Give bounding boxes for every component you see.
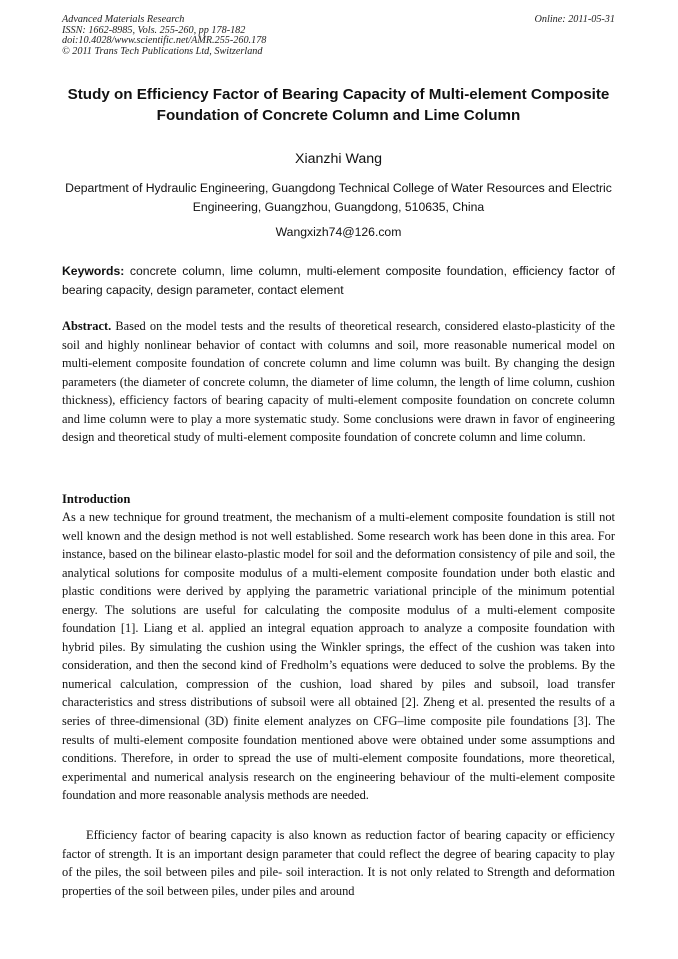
copyright-line: © 2011 Trans Tech Publications Ltd, Switzerland xyxy=(62,45,263,57)
author-name: Xianzhi Wang xyxy=(294,151,382,167)
introduction-paragraph-1: As a new technique for ground treatment, the mechanism of a multi-element composite foundation is still not well known and the design method is not well established. Some research work has been done in this area. For instance, based on the bilinear elasto-plastic model for soil and the deformation consistency of pile and soil, the analytical solutions for composite modulus of a multi-element composite foundation under both elastic and plastic conditions were derived by applying the parametric variational principle of the minimum potential energy. The solutions are useful for calculating the composite modulus of a multi-element composite foundation [1]. Liang et al. applied an integral equation approach to analyze a composite foundation with hybrid piles. By simulating the cushion using the Winkler springs, the effect of the cushion was taken into consideration, and then the second kind of Fredholm’s equations were deduced to solve the problems. By the numerical calculation, compression of the cushion, load shared by piles and subsoil, load transfer characteristics and stress distributions of subsoil were all obtained [2]. Zheng et al. presented the results of a series of three-dimensional (3D) finite element analyzes on CFG–lime composite pile foundations [3]. The results of multi-element composite foundation mentioned above were obtained under some assumptions and conditions. Therefore, in order to spread the use of multi-element composite foundations, more theoretical, experimental and numerical analysis research on the engineering behaviour of the multi-element composite foundation and more reasonable analysis methods are needed. xyxy=(62,510,615,803)
online-date: Online: 2011-05-31 xyxy=(534,14,615,25)
keywords-text: concrete column, lime column, multi-element composite foundation, efficiency factor of bearing capacity, design parameter, contact element xyxy=(62,264,615,297)
paper-title: Study on Efficiency Factor of Bearing Capacity of Multi-element Composite Foundation of Concrete Column and Lime Column xyxy=(67,86,610,124)
abstract-label: Abstract. xyxy=(62,319,112,333)
abstract-text: Based on the model tests and the results of theoretical research, considered elasto-plasticity of the soil and highly nonlinear behavior of contact with columns and soil, more reasonable numerical model on multi-element composite foundation of concrete column and lime column was built. By changing the design parameters (the diameter of concrete column, the diameter of lime column, the length of lime column, cushion thickness), efficiency factors of bearing capacity of multi-element composite foundation on concrete column and lime column were to play a more systematic study. Some conclusions were drawn in favor of engineering design and theoretical study of multi-element composite foundation of concrete column and lime column. xyxy=(62,319,615,445)
journal-header xyxy=(62,15,615,57)
journal-name: Advanced Materials Research xyxy=(62,14,185,25)
introduction-heading: Introduction xyxy=(62,492,131,506)
doi-line: doi:10.4028/www.scientific.net/AMR.255-260.178 xyxy=(62,35,267,47)
issn-line: ISSN: 1662-8985, Vols. 255-260, pp 178-182 xyxy=(62,24,246,36)
introduction-paragraph-2: Efficiency factor of bearing capacity is also known as reduction factor of bearing capacity or efficiency factor of strength. It is an important design parameter that could reflect the degree of bearing capacity to play of the piles, the soil between piles and pile- soil interaction. It is not only related to Strength and deformation properties of the soil between piles, under piles and around xyxy=(62,828,615,898)
keywords-label: Keywords: xyxy=(62,264,125,278)
author-email: Wangxizh74@126.com xyxy=(275,225,402,239)
author-affiliation: Department of Hydraulic Engineering, Guangdong Technical College of Water Resources and Electric Engineering, Guangzhou, Guangdong, 510635, China xyxy=(65,181,612,214)
abstract xyxy=(62,317,615,447)
keywords xyxy=(62,262,615,299)
